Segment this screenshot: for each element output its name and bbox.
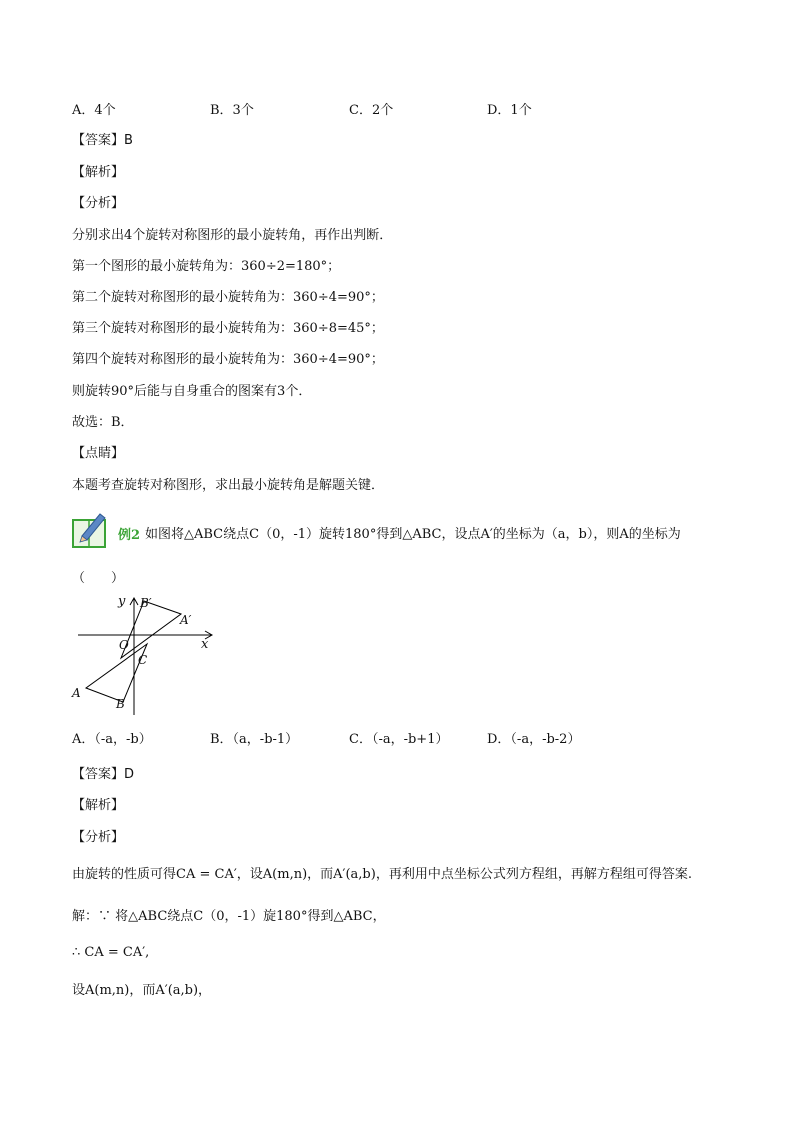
ex2-analysis: 由旋转的性质可得CA = CA′，设A(m,n)，而A′(a,b)，再利用中点坐标公式列方程组，再解方程组可得答案. — [72, 867, 692, 882]
example-2-stem: 如图将△ABC绕点C（0，-1）旋转180°得到△ABC，设点A′的坐标为（a，b），则A的坐标为 — [145, 527, 681, 542]
q1-analysis-line: 分别求出4个旋转对称图形的最小旋转角，再作出判断． — [72, 228, 393, 243]
label-a-prime: A′ — [180, 613, 192, 627]
q1-fenxi-heading: 【分析】 — [72, 196, 125, 211]
label-a: A — [72, 686, 81, 700]
q1-answer: 【答案】B — [72, 133, 133, 148]
example-2-paren: （ ） — [72, 571, 125, 586]
q1-option-a: A．4个 — [72, 103, 116, 118]
q1-dianjing-text: 本题考查旋转对称图形，求出最小旋转角是解题关键． — [72, 478, 385, 493]
q1-analysis-line: 第一个图形的最小旋转角为：360÷2=180°； — [72, 259, 341, 274]
ex2-option-a: A．（-a，-b） — [72, 732, 152, 747]
example-book-icon — [72, 510, 142, 550]
ex2-fenxi-heading: 【分析】 — [72, 830, 125, 845]
ex2-option-d: D．（-a，-b-2） — [487, 732, 581, 747]
ex2-option-c: C．（-a，-b+1） — [349, 732, 449, 747]
example-2-label: 例2 — [118, 528, 141, 543]
q1-option-b: B．3个 — [210, 103, 254, 118]
ex2-solution-line: ∴ CA = CA′, — [72, 945, 150, 960]
label-x: x — [201, 637, 209, 652]
q1-analysis-line: 第三个旋转对称图形的最小旋转角为：360÷8=45°； — [72, 321, 384, 336]
label-c: C — [138, 653, 148, 667]
label-b: B — [116, 697, 125, 711]
q1-jiexi-heading: 【解析】 — [72, 165, 125, 180]
q1-conclusion: 故选：B． — [72, 415, 134, 430]
rotation-figure — [66, 590, 226, 720]
ex2-jiexi-heading: 【解析】 — [72, 798, 125, 813]
q1-analysis-line: 第四个旋转对称图形的最小旋转角为：360÷4=90°； — [72, 352, 384, 367]
q1-dianjing-heading: 【点睛】 — [72, 446, 125, 461]
label-y: y — [118, 594, 126, 609]
ex2-option-b: B．（a，-b-1） — [210, 732, 299, 747]
q1-analysis-line: 第二个旋转对称图形的最小旋转角为：360÷4=90°； — [72, 290, 384, 305]
label-b-prime: B′ — [140, 596, 152, 610]
q1-analysis-line: 则旋转90°后能与自身重合的图案有3个． — [72, 384, 312, 399]
ex2-solution-line: 解：∵ 将△ABC绕点C（0，-1）旋180°得到△ABC， — [72, 909, 386, 924]
ex2-solution-line: 设A(m,n)，而A′(a,b)， — [72, 983, 212, 998]
label-o: O — [119, 638, 129, 652]
q1-option-d: D．1个 — [487, 103, 532, 118]
ex2-answer: 【答案】D — [72, 767, 135, 782]
q1-option-c: C．2个 — [349, 103, 394, 118]
